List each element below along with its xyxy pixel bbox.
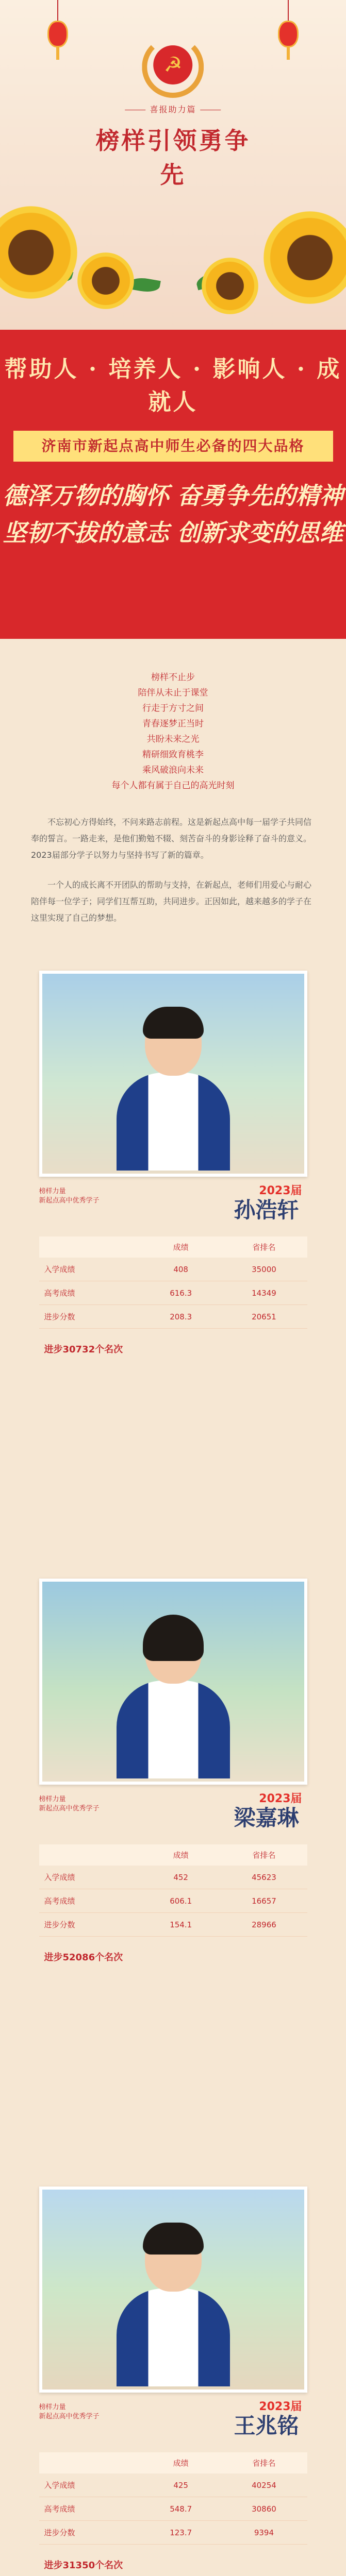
col-header: 省排名 xyxy=(221,1236,307,1258)
table-row: 高考成绩 548.7 30860 xyxy=(39,2497,307,2521)
score-table xyxy=(39,1844,307,1937)
student-badge: 新起点高中优秀学子 xyxy=(39,2413,100,2420)
class-year: 2023届 xyxy=(259,2400,302,2413)
sunflower-icon xyxy=(202,258,258,314)
page-title: 榜样引领勇争先 xyxy=(95,127,251,189)
sunflower-icon xyxy=(77,252,134,309)
student-name: 王兆铭 xyxy=(234,2413,299,2438)
student-card xyxy=(0,2176,346,2576)
poem-line: 奋勇争先的精神 xyxy=(177,482,343,510)
goal-item: 每个人都有属于自己的高光时刻 xyxy=(111,781,235,791)
table-row: 入学成绩 452 45623 xyxy=(39,1866,307,1889)
lantern-icon xyxy=(277,0,300,62)
table-row: 进步分数 123.7 9394 xyxy=(39,2521,307,2545)
intro-paragraph: 一个人的成长离不开团队的帮助与支持，在新起点，老师们用爱心与耐心陪伴每一位学子；同学们互帮互助，共同进步。正因如此，越来越多的学子在这里实现了自己的梦想。 xyxy=(31,880,312,923)
table-row: 高考成绩 616.3 14349 xyxy=(39,1281,307,1305)
goal-item: 精研细致育桃李 xyxy=(142,750,204,760)
student-card xyxy=(0,960,346,1568)
student-photo xyxy=(39,971,307,1177)
rank-progress: 进步31350个名次 xyxy=(44,2560,123,2571)
lantern-icon xyxy=(46,0,69,62)
student-name: 梁嘉琳 xyxy=(234,1805,299,1831)
student-info xyxy=(39,1177,307,1355)
student-tag: 榜样力量 xyxy=(39,2403,66,2411)
table-row: 入学成绩 408 35000 xyxy=(39,1258,307,1281)
goal-item: 乘风破浪向未来 xyxy=(142,765,204,775)
col-header: 成绩 xyxy=(141,1236,221,1258)
table-row: 入学成绩 425 40254 xyxy=(39,2473,307,2497)
student-info xyxy=(39,1785,307,1963)
col-header: 成绩 xyxy=(141,2452,221,2473)
col-header: 省排名 xyxy=(221,2452,307,2473)
goal-item: 行走于方寸之间 xyxy=(142,703,204,714)
goal-item: 榜样不止步 xyxy=(151,672,195,683)
table-row: 高考成绩 606.1 16657 xyxy=(39,1889,307,1913)
hero-title-block xyxy=(87,36,260,190)
table-row: 进步分数 154.1 28966 xyxy=(39,1913,307,1937)
poem-line: 坚韧不拔的意志 xyxy=(3,519,169,547)
banner-ribbon: 济南市新起点高中师生必备的四大品格 xyxy=(13,431,333,462)
student-badge: 新起点高中优秀学子 xyxy=(39,1197,100,1205)
rank-progress: 进步52086个名次 xyxy=(44,1952,123,1963)
student-photo xyxy=(39,1579,307,1785)
col-header: 省排名 xyxy=(221,1844,307,1866)
banner-poem xyxy=(0,477,346,551)
rank-progress: 进步30732个名次 xyxy=(44,1344,123,1355)
hero-subtitle: 喜报助力篇 xyxy=(87,103,260,115)
hero-header xyxy=(0,0,346,330)
goal-item: 共盼未来之光 xyxy=(146,734,200,744)
goals-list xyxy=(31,670,315,793)
class-year: 2023届 xyxy=(259,1792,302,1805)
goal-item: 陪伴从未止于课堂 xyxy=(138,688,208,698)
goal-item: 青春逐梦正当时 xyxy=(142,719,204,729)
col-header: 成绩 xyxy=(141,1844,221,1866)
student-badge: 新起点高中优秀学子 xyxy=(39,1805,100,1812)
student-photo xyxy=(39,2187,307,2393)
class-year: 2023届 xyxy=(259,1184,302,1197)
party-emblem-icon: ☭ xyxy=(142,36,204,98)
slogan-banner xyxy=(0,330,346,639)
student-tag: 榜样力量 xyxy=(39,1188,66,1195)
score-table xyxy=(39,1236,307,1329)
poem-line: 德泽万物的胸怀 xyxy=(3,482,169,510)
table-row: 进步分数 208.3 20651 xyxy=(39,1305,307,1329)
student-info xyxy=(39,2393,307,2571)
banner-slogan: 帮助人 · 培养人 · 影响人 · 成就人 xyxy=(4,356,342,415)
student-tag: 榜样力量 xyxy=(39,1795,66,1803)
intro-section xyxy=(0,639,346,960)
score-table xyxy=(39,2452,307,2545)
intro-paragraph: 不忘初心方得始终，不问来路志前程。这是新起点高中每一届学子共同信奉的誓言。一路走来，是他们勤勉不辍、刻苦奋斗的身影诠释了奋斗的意义。2023届部分学子以努力与坚持书写了新的篇章。 xyxy=(31,817,312,860)
student-name: 孙浩轩 xyxy=(234,1197,299,1223)
student-card xyxy=(0,1568,346,2176)
poem-line: 创新求变的思维 xyxy=(177,519,343,547)
